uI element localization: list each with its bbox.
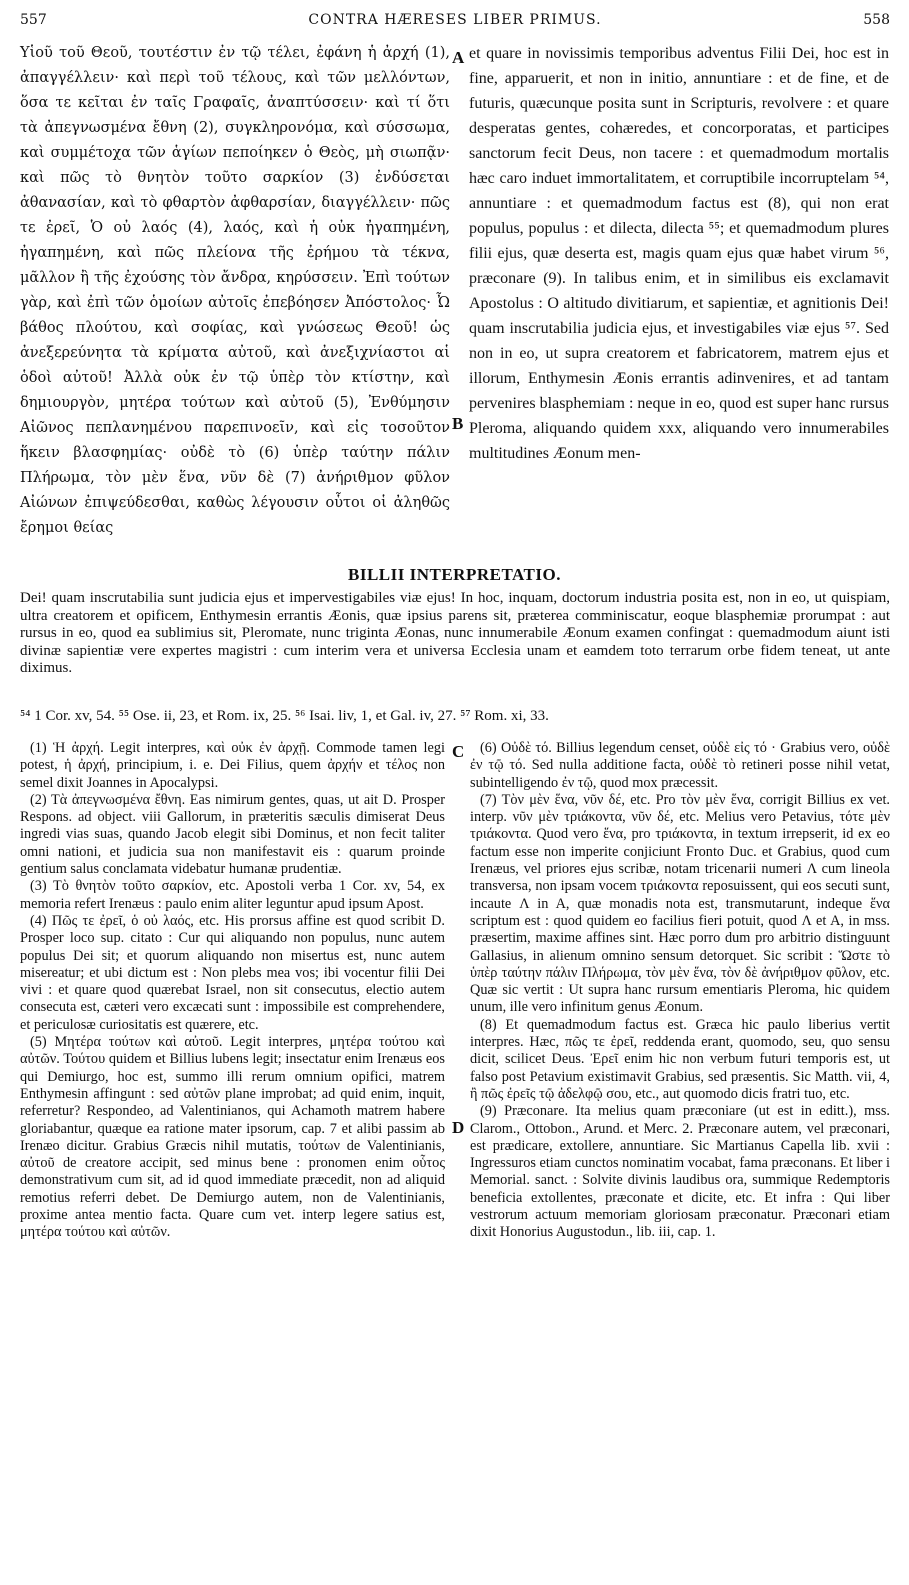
latin-text: et quare in novissimis temporibus adventus Filii Dei, hoc est in fine, apparuerit, et non in initio, annuntiare : et de fine, et de futuris, quæcunque posita sunt in Scripturis, revolvere : et quare desperatas gentes, cohæredes, et concorporatas, et participes sanctorum fecit Deus, non tacere : et quemadmodum mortalis hæc caro induet immortalitatem, et corruptibile incorruptelam ⁵⁴, annuntiare : et quemadmodum factus est (8), qui non erat populus, populus : et dilecta, dilecta ⁵⁵; et quemadmodum plures filii ejus, quæ deserta est, magis quam ejus quæ habet virum ⁵⁶, præconare (9). In talibus enim, et in similibus eis exclamavit Apostolus : O altitudo divitiarum, et sapientiæ, et agnitionis Dei! quam inscrutabilia judicia ejus, et investigabiles viæ ejus ⁵⁷. Sed non in eo, ut supra creatorem et fabricatorem, matrem ejus et illorum, Enthymesin Æonis errantis adinvenires, et ad tantam pervenires blasphemiam : neque in eo, quod est super hanc rursus Pleroma, aliquando quidem xxx, aliquando vero innumerabiles multitudines Æonum men- xyxy=(469,45,889,462)
running-head xyxy=(20,10,890,32)
margin-letter-b: B xyxy=(452,414,464,433)
footnote-8: (8) Et quemadmodum factus est. Græca hic paulo liberius vertit interpres. Hæc, πῶς τε ἐρεῖ, reddenda erant, quomodo, seu, quo sensu dicit, scilicet Deus. Ἐρεῖ enim hic non verbum futuri temporis est, ut falso post Petavium existimavit Grabius, sed præsentis. Sic Matth. vii, 4, ἢ πῶς ἐρεῖς τῷ ἀδελφῷ σου, etc., aut quomodo dicis fratri tuo, etc. xyxy=(470,1016,890,1102)
scripture-references: ⁵⁴ 1 Cor. xv, 54. ⁵⁵ Ose. ii, 23, et Rom. ix, 25. ⁵⁶ Isai. liv, 1, et Gal. iv, 27. ⁵⁷ Rom. xi, 33. xyxy=(20,708,549,724)
greek-text-column xyxy=(20,41,450,541)
footnote-5: (5) Μητέρα τούτων καὶ αὐτοῦ. Legit interpres, μητέρα τούτου καὶ αὐτῶν. Τούτου quidem et Billius lubens legit; insectatur enim Irenæus eos qui Demiurgo, hoc est, summo illi rerum omnium opifici, matrem Enthymesin affingunt : sed αὐτῶν plane improbat; ad quid enim, inquit, referretur? Respondeo, ad Valentinianos, qui Achamoth matrem habere gloriabantur, quæque ea ratione mater ipsorum, cap. 7 et alibi passim ab Irenæo dicitur. Grabius Græcis nihil mutatis, τούτων de Valentinianis, αὐτοῦ de creatore accipit, sed minus bene : pronomen enim οὗτος demonstrativum cum sit, ad id quod immediate præcedit, non ad aliquid remotius referri debet. De Demiurgo autem, non de Valentinianis, proxime antea mentio facta. Quare cum vet. interp legere satius est, μητέρα τούτου καὶ αὐτῶν. xyxy=(20,1034,445,1241)
footnote-4: (4) Πῶς τε ἐρεῖ, ὁ οὐ λαός, etc. His prorsus affine est quod scribit D. Prosper loco sup. citato : Cur qui aliquando non populus, nunc autem populus Dei sit; et quorum aliquando non misertus est, nunc autem misereatur; et ubi dictum est : Non plebs mea vos; ibi vocentur filii Dei vivi : et quare quod quærebat Israel, non sit consecutus, electio autem consecuta est, cæteri vero excæcati sunt : impossibile est comprehendere, et periculosæ curiositatis est quærere, etc. xyxy=(20,912,445,1033)
page-number-right: 558 xyxy=(863,12,890,28)
footnote-3: (3) Τὸ θνητὸν τοῦτο σαρκίον, etc. Apostoli verba 1 Cor. xv, 54, ex memoria refert Irenæus : paulo enim aliter leguntur apud ipsum Apost. xyxy=(20,878,445,912)
page-title: CONTRA HÆRESES LIBER PRIMUS. xyxy=(308,12,602,28)
footnote-7: (7) Τὸν μὲν ἕνα, νῦν δέ, etc. Pro τὸν μὲν ἕνα, corrigit Billius ex vet. interp. νῦν μὲν τριάκοντα, νῦν δέ, etc. Melius vero Petavius, τότε μὲν τριάκοντα. Quod vero ἕνα, pro τριάκοντα, in textum irrepserit, id ex eo factum esse non imperite conjiciunt Fronto Duc. et Grabius, quod cum Irenæus, vel priores ejus scribæ, notam tricenarii numeri Λ cum lineola transversa, non ipsam vocem τριάκοντα reposuissent, qui eos secuti sunt, incaute Λ in A, quæ monadis nota est, transmutarunt, indeque ἕνα scriptum est : quod quidem eo facilius fieri potuit, quod Λ et A, in mss. præsertim, maxime affines sint. Hæc porro dum pro arbitrio distinguunt Gallasius, in alienum omnino sensum detorquet. Sic scribit : Ὥστε τὸ ὑπὲρ ταύτην πάλιν Πλήρωμα, τὸν μὲν ἕνα, τὸν δὲ ἀνήριθμον φῦλον, etc. Quæ sic vertit : Ut supra hanc rursum ementiaris Pleroma, hic quidem unum, ille vero infinitum genus Æonum. xyxy=(470,791,890,1016)
footnote-1: (1) Ἡ ἀρχή. Legit interpres, καὶ οὐκ ἐν ἀρχῇ. Commode tamen legi potest, ἡ ἀρχή, principium, i. e. Dei Filius, quem ἀρχήν et τέλος non semel dixit Joannes in Apocalypsi. xyxy=(20,740,445,791)
greek-text: Υἱοῦ τοῦ Θεοῦ, τουτέστιν ἐν τῷ τέλει, ἐφάνη ἡ ἀρχή (1), ἀπαγγέλλειν· καὶ περὶ τοῦ τέλους, καὶ τῶν μελλόντων, ὅσα τε κεῖται ἐν ταῖς Γραφαῖς, ἀναπτύσσειν· καὶ τί ὅτι τὰ ἀπεγνωσμένα ἔθνη (2), συγκληρονόμα, καὶ σύσσωμα, καὶ συμμέτοχα τῶν ἁγίων πεποίηκεν ὁ Θεὸς, μὴ σιωπᾷν· καὶ πῶς τὸ θνητὸν τοῦτο σαρκίον (3) ἐνδύσεται ἀθανασίαν, καὶ τὸ φθαρτὸν ἀφθαρσίαν, διαγγέλλειν· πῶς τε ἐρεῖ, Ὁ οὐ λαός (4), λαός, καὶ ἡ οὐκ ἠγαπημένη, ἠγαπημένη, καὶ πῶς πλείονα τῆς ἐρήμου τὰ τέκνα, μᾶλλον ἢ τῆς ἐχούσης τὸν ἄνδρα, κηρύσσειν. Ἐπὶ τούτων γὰρ, καὶ ἐπὶ τῶν ὁμοίων αὐτοῖς ἐπεβόησεν Ἀπόστολος· Ὦ βάθος πλούτου, καὶ σοφίας, καὶ γνώσεως Θεοῦ! ὡς ἀνεξερεύνητα τὰ κρίματα αὐτοῦ, καὶ ἀνεξιχνίαστοι αἱ ὁδοὶ αὐτοῦ! Ἀλλὰ οὐκ ἐν τῷ ὑπὲρ τὸν κτίστην, καὶ δημιουργὸν, μητέρα τούτων καὶ αὐτοῦ (5), Ἐνθύμησιν Αἰῶνος πεπλανημένου παρεπινοεῖν, καὶ εἰς τοσοῦτον ἥκειν βλασφημίας· οὐδὲ τὸ (6) ὑπὲρ ταύτην πάλιν Πλήρωμα, τὸν μὲν ἕνα, νῦν δὲ (7) ἀνήριθμον φῦλον Αἰώνων ἐπιψεύδεσθαι, καθὼς λέγουσιν οὗτοι οἱ ἀληθῶς ἔρημοι θείας xyxy=(20,45,450,536)
footnote-2: (2) Τὰ ἀπεγνωσμένα ἔθνη. Eas nimirum gentes, quas, ut ait D. Prosper Respons. ad object. viii Gallorum, in præteritis sæculis dimiserat Deus ingredi vias suas, quando Jacob elegit sibi Dominus, et non fecit taliter omni nationi, et judicia sua non manifestavit eis : quarum proinde gentium salus conclamata videbatur humanæ prudentiæ. xyxy=(20,791,445,878)
footnote-9: (9) Præconare. Ita melius quam præconiare (ut est in editt.), mss. Clarom., Ottobon., Arund. et Merc. 2. Præconare autem, vel præconari, est prædicare, extollere, annuntiare. Sic Martianus Capella lib. xvii : Ingressuros etiam cunctos nominatim vocabat, fama præconans. Et liber i Memorial. sanct. : Solvite divinis laudibus ora, summique Redemptoris beneficia extollentes, præconate et dicite, etc. Et infra : Qui liber vestrorum actuum memoriam gloriosam præconatur. Præconari etiam dixit Honorius Augustodun., lib. iii, cap. 1. xyxy=(470,1103,890,1241)
interpretatio-heading: BILLII INTERPRETATIO. xyxy=(348,565,561,584)
footnotes-left xyxy=(20,740,445,1242)
page-number-left: 557 xyxy=(20,12,47,28)
margin-letter-d: D xyxy=(452,1118,465,1137)
interpretatio-text: Dei! quam inscrutabilia sunt judicia ejus et impervestigabiles viæ ejus! In hoc, inquam, doctorum industria posita est, non in eo, ut quispiam, ultra creatorem et opificem, Enthymesin errantis Æonis, quæ ipsius parens sit, præterea comminiscatur, eoque blasphemiæ prorumpat : aut rursus in eo, quod ea sublimius sit, Pleromate, nunc triginta Æonas, nunc innumerabile Æonum examen confingat : quemadmodum aiunt isti divinæ sapientiæ vere expertes magistri : cum interim vera et universa Ecclesia unam et eamdem toto terrarum orbe fidem teneat, ut ante diximus. xyxy=(20,590,890,676)
latin-text-column xyxy=(469,41,889,466)
margin-letter-a: A xyxy=(452,48,465,67)
margin-letter-c: C xyxy=(452,742,465,761)
footnote-6: (6) Οὐδὲ τό. Billius legendum censet, οὐδὲ εἰς τό · Grabius vero, οὐδὲ ἐν τῷ τό. Sed nulla additione facta, οὐδὲ τὸ retineri posse nihil vetat, subintelligendo ἐν τῷ, quod mox præcessit. xyxy=(470,740,890,791)
footnotes-right xyxy=(470,740,890,1242)
